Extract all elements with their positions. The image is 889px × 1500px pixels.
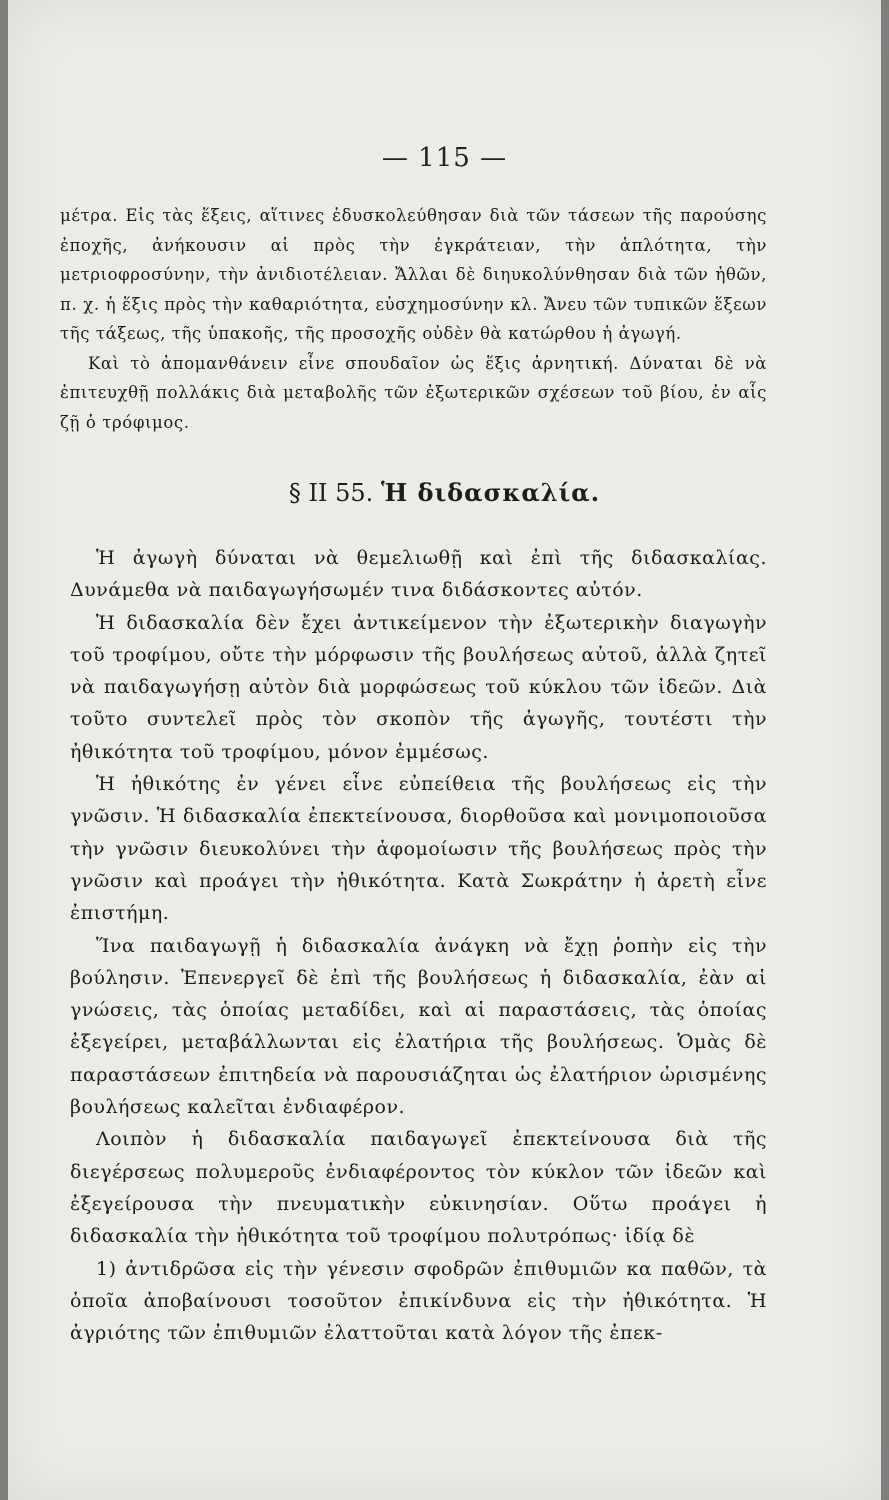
body-paragraph-5: Λοιπὸν ἡ διδασκαλία παιδαγωγεῖ ἐπεκτείνουσα διὰ τῆς διεγέρσεως πολυμεροῦς ἐνδιαφέροντος τὸν κύκλον τῶν ἰδεῶν καὶ ἐξεγείρουσα τὴν πνευματικὴν εὐκινησίαν. Οὕτω προάγει ἡ διδασκαλία τὴν ἠθικότητα τοῦ τροφίμου πολυτρόπως· ἰδίᾳ δὲ [70, 1128, 767, 1248]
intro-text [60, 201, 767, 437]
intro-paragraph-1: μέτρα. Εἰς τὰς ἕξεις, αἵτινες ἐδυσκολεύθησαν διὰ τῶν τάσεων τῆς παρούσης ἐποχῆς, ἀνήκουσιν αἱ πρὸς τὴν ἐγκράτειαν, τὴν ἁπλότητα, τὴν μετριοφροσύνην, τὴν ἀνιδιοτέλειαν. Ἄλλαι δὲ διηυκολύνθησαν διὰ τῶν ἠθῶν, π. χ. ἡ ἕξις πρὸς τὴν καθαριότητα, εὐσχημοσύνην κλ. Ἄνευ τῶν τυπικῶν ἕξεων τῆς τάξεως, τῆς ὑπακοῆς, τῆς προσοχῆς οὐδὲν θὰ κατώρθου ἡ ἀγωγή. [60, 206, 767, 343]
page-number: — 115 — [381, 143, 508, 173]
section-heading [8, 478, 881, 507]
body-paragraph-4: Ἵνα παιδαγωγῇ ἡ διδασκαλία ἀνάγκη νὰ ἔχῃ ῥοπὴν εἰς τὴν βούλησιν. Ἐπενεργεῖ δὲ ἐπὶ τῆς βουλήσεως ἡ διδασκαλία, ἐὰν αἱ γνώσεις, τὰς ὁποίας μεταδίδει, καὶ αἱ παραστάσεις, τὰς ὁποίας ἐξεγείρει, μεταβάλλωνται εἰς ἐλατήρια τῆς βουλήσεως. Ὁμὰς δὲ παραστάσεων ἐπιτηδεία νὰ παρουσιάζηται ὡς ἐλατήριον ὡρισμένης βουλήσεως καλεῖται ἐνδιαφέρον. [70, 934, 767, 1119]
body-paragraph-6: 1) ἀντιδρῶσα εἰς τὴν γένεσιν σφοδρῶν ἐπιθυμιῶν κα παθῶν, τὰ ὁποῖα ἀποβαίνουσι τοσοῦτον ἐπικίνδυνα εἰς τὴν ἠθικότητα. Ἡ ἀγριότης τῶν ἐπιθυμιῶν ἐλαττοῦται κατὰ λόγον τῆς ἐπεκ- [70, 1257, 767, 1345]
section-body [70, 542, 767, 1349]
body-paragraph-3: Ἡ ἠθικότης ἐν γένει εἶνε εὐπείθεια τῆς βουλήσεως εἰς τὴν γνῶσιν. Ἡ διδασκαλία ἐπεκτείνουσα, διορθοῦσα καὶ μονιμοποιοῦσα τὴν γνῶσιν διευκολύνει τὴν ἀφομοίωσιν τῆς βουλήσεως πρὸς τὴν γνῶσιν καὶ προάγει τὴν ἠθικότητα. Κατὰ Σωκράτην ἡ ἀρετὴ εἶνε ἐπιστήμη. [70, 773, 767, 925]
book-page [8, 0, 881, 1500]
body-paragraph-2: Ἡ διδασκαλία δὲν ἔχει ἀντικείμενον τὴν ἐξωτερικὴν διαγωγὴν τοῦ τροφίμου, οὔτε τὴν μόρφωσιν τῆς βουλήσεως αὐτοῦ, ἀλλὰ ζητεῖ νὰ παιδαγωγήσῃ αὐτὸν διὰ μορφώσεως τοῦ κύκλου τῶν ἰδεῶν. Διὰ τοῦτο συντελεῖ πρὸς τὸν σκοπὸν τῆς ἀγωγῆς, τουτέστι τὴν ἠθικότητα τοῦ τροφίμου, μόνον ἐμμέσως. [70, 611, 767, 763]
section-number: § II 55. [288, 479, 374, 507]
body-paragraph-1: Ἡ ἀγωγὴ δύναται νὰ θεμελιωθῇ καὶ ἐπὶ τῆς διδασκαλίας. Δυνάμεθα νὰ παιδαγωγήσωμέν τινα διδάσκοντες αὐτόν. [70, 547, 767, 602]
intro-paragraph-2: Καὶ τὸ ἀπομανθάνειν εἶνε σπουδαῖον ὡς ἕξις ἀρνητική. Δύναται δὲ νὰ ἐπιτευχθῇ πολλάκις διὰ μεταβολῆς τῶν ἐξωτερικῶν σχέσεων τοῦ βίου, ἐν αἷς ζῇ ὁ τρόφιμος. [60, 353, 767, 432]
section-title: Ἡ διδασκαλία. [380, 478, 601, 507]
